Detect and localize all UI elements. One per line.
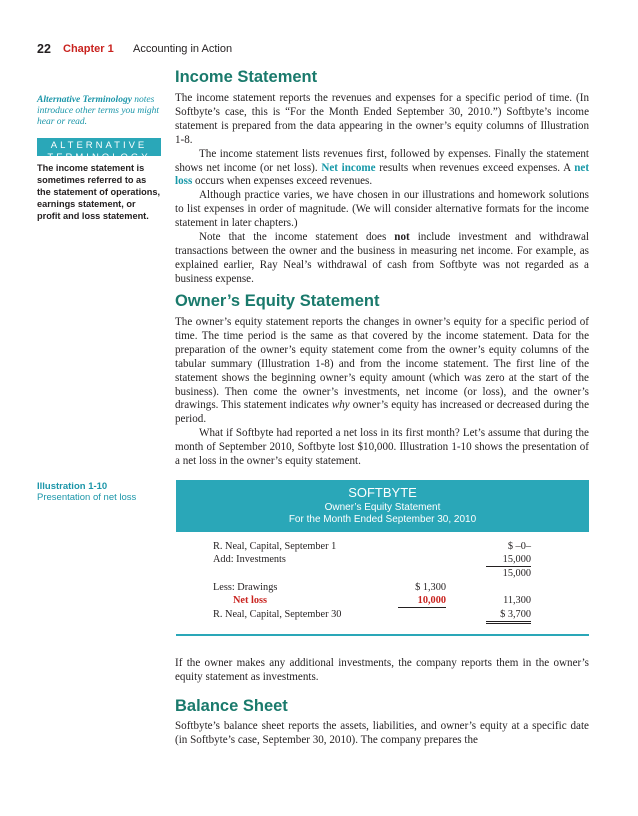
statement-table (176, 532, 589, 636)
balance-sheet-body (175, 720, 589, 748)
balance-sheet-section (175, 697, 288, 716)
row-net-loss-amount: 10,000 (398, 594, 446, 608)
text-run: results when revenues exceed expenses. A (375, 161, 575, 174)
paragraph: If the owner makes any additional investments, the company reports them in the owner’s equity statement as investments. (175, 657, 589, 683)
term-net-income: Net income (321, 161, 376, 174)
terminology-note-text: notes introduce other terms you might hear or read. (37, 95, 160, 127)
paragraph (175, 148, 589, 190)
row-investments-label: Add: Investments (213, 554, 286, 565)
text-run: owner’s equity has increased or decreased during the period. (175, 399, 589, 426)
balance-sheet-heading: Balance Sheet (175, 697, 288, 715)
text-run: occurs when expenses exceed revenues. (192, 175, 373, 188)
term-net-loss: net loss (175, 161, 590, 188)
row-capital-begin-amount: $ –0– (507, 541, 531, 552)
paragraph: Although practice varies, we have chosen in our illustrations and homework solutions to list expenses in order of magnitude. (We will consider alternative formats for the income statement in later chapters.) (175, 189, 589, 230)
terminology-note-term: Alternative Terminology (37, 95, 132, 105)
paragraph: What if Softbyte had reported a net loss in its first month? Let’s assume that during the month of September 2010, Softbyte lost $10,000. Illustration 1-10 shows the presentation of a net loss in the owner’s equity statement. (175, 427, 589, 468)
text-run: The owner’s equity statement reports the changes in owner’s equity for a specific period of time. The time period is the same as that covered by the income statement. Data for the preparation of the owner’s equity statement come from the owner’s equity columns of the tabular summary (Illustration 1-8) and from the income statement. The first line of the statement shows the beginning owner’s equity amount (which was zero at the start of the business). Then come the owner’s investments, net income (or loss), and the owner’s drawings. This statement indicates (175, 316, 589, 412)
row-investments-amount: 15,000 (486, 553, 531, 567)
bold-word: not (394, 231, 410, 244)
row-subtotal-amount: 15,000 (502, 568, 531, 579)
statement-title: Owner’s Equity Statement (324, 502, 441, 513)
statement-period: For the Month Ended September 30, 2010 (288, 514, 477, 525)
row-capital-begin-label: R. Neal, Capital, September 1 (213, 541, 337, 552)
chapter-label: Chapter 1 (63, 43, 114, 55)
text-run: include investment and withdrawal transactions between the owner and the business in measuring net income. For example, as explained earlier, Ray Neal’s withdrawal of cash from Softbyte was not regarded as a business expense. (175, 231, 589, 285)
chapter-title: Accounting in Action (133, 43, 233, 55)
row-net-loss-total: 11,300 (503, 595, 531, 606)
statement-header (176, 480, 589, 532)
row-capital-end-amount: $ 3,700 (486, 608, 531, 624)
emphasis-word: why (331, 399, 350, 412)
paragraph (175, 316, 589, 427)
after-illustration-body (175, 657, 589, 685)
income-statement-body (175, 92, 589, 287)
text-run: The income statement lists revenues first, followed by expenses. Finally the statement shows net income (or net loss). (175, 147, 589, 174)
alternative-terminology-text: The income statement is sometimes referred to as the statement of operations, earnings statement, or profit and loss statement. (37, 163, 161, 221)
row-drawings-amount: $ 1,300 (415, 582, 446, 593)
owners-equity-heading: Owner’s Equity Statement (175, 292, 380, 310)
row-net-loss-label: Net loss (233, 595, 268, 606)
illustration-number: Illustration 1-10 (37, 481, 108, 492)
text-run: Note that the income statement does (199, 231, 395, 244)
page-number: 22 (37, 42, 51, 56)
illustration-caption: Presentation of net loss (37, 492, 137, 503)
paragraph: The income statement reports the revenues and expenses for a specific period of time. (In Softbyte’s case, this is “For the Month Ended September 30, 2010.”) Softbyte’s income statement is prepared from the data appearing in the owner’s equity columns of Illustration 1-8. (175, 92, 589, 146)
income-statement-heading: Income Statement (175, 68, 318, 86)
statement-company: SOFTBYTE (348, 485, 417, 500)
owners-equity-body (175, 316, 589, 469)
paragraph (175, 231, 589, 287)
income-statement-section (175, 68, 317, 87)
terminology-note (37, 95, 161, 128)
alternative-terminology-label: ALTERNATIVE TERMINOLOGY (37, 138, 161, 156)
row-capital-end-label: R. Neal, Capital, September 30 (213, 609, 342, 620)
row-drawings-label: Less: Drawings (213, 582, 278, 593)
paragraph: Softbyte’s balance sheet reports the assets, liabilities, and owner’s equity at a specific date (in Softbyte’s case, September 30, 2010). The company prepares the (175, 720, 589, 746)
owners-equity-section (175, 292, 379, 311)
